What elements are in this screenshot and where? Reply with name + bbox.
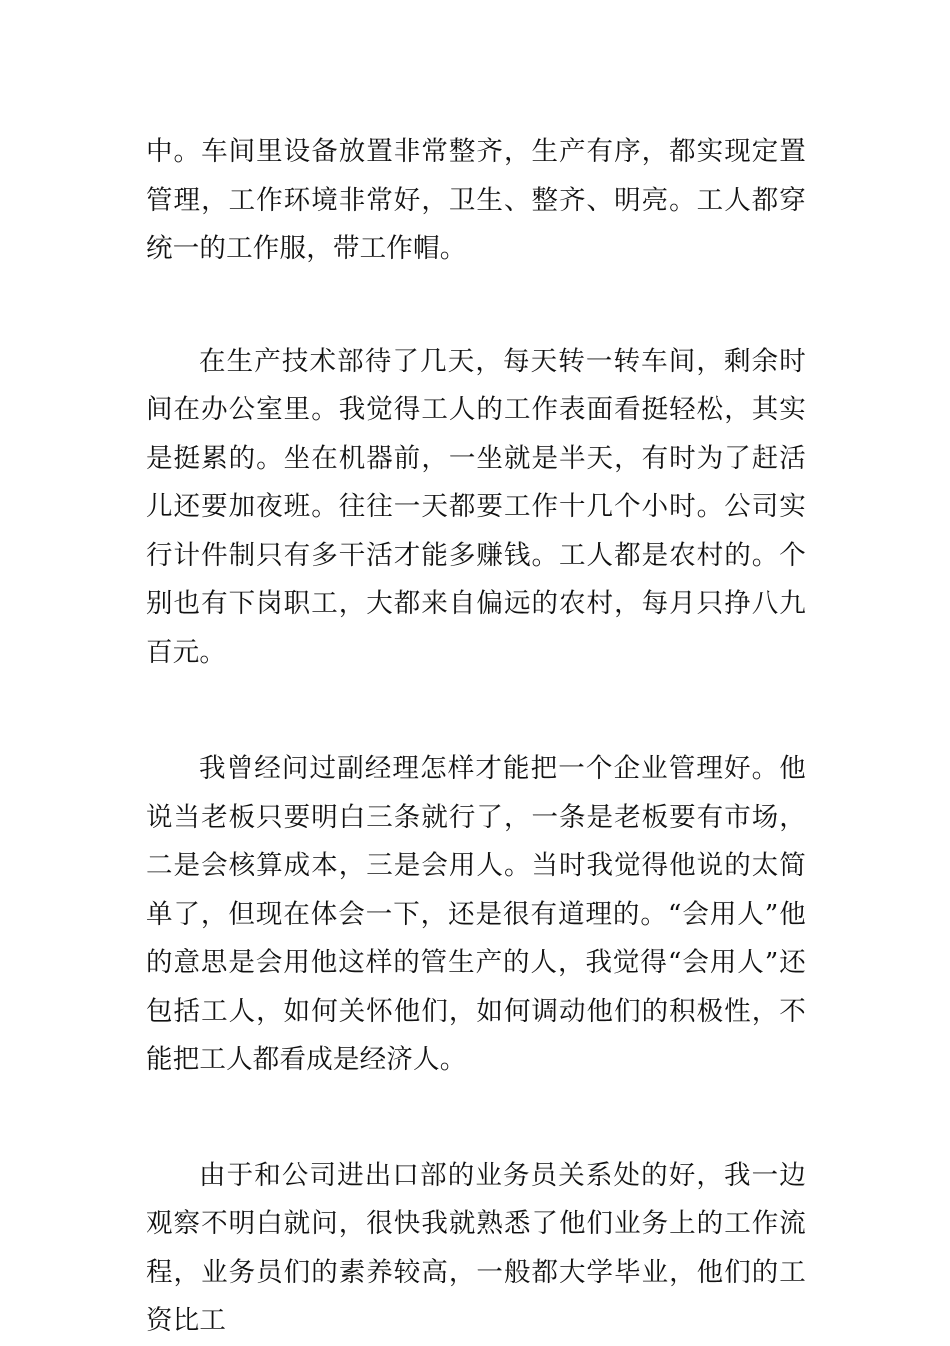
paragraph-2: 在生产技术部待了几天，每天转一转车间，剩余时间在办公室里。我觉得工人的工作表面看挺轻松，其实是挺累的。坐在机器前，一坐就是半天，有时为了赶活儿还要加夜班。往往一天都要工作十几个小时。公司实行计件制只有多干活才能多赚钱。工人都是农村的。个别也有下岗职工，大都来自偏远的农村，每月只挣八九百元。 <box>146 345 806 668</box>
paragraph-4: 由于和公司进出口部的业务员关系处的好，我一边观察不明白就问，很快我就熟悉了他们业务上的工作流程，业务员们的素养较高，一般都大学毕业，他们的工资比工 <box>146 1159 806 1336</box>
paragraph-1: 中。车间里设备放置非常整齐，生产有序，都实现定置管理，工作环境非常好，卫生、整齐、明亮。工人都穿统一的工作服，带工作帽。 <box>146 136 806 264</box>
paragraph-3: 我曾经问过副经理怎样才能把一个企业管理好。他说当老板只要明白三条就行了，一条是老板要有市场，二是会核算成本，三是会用人。当时我觉得他说的太简单了，但现在体会一下，还是很有道理的。“会用人”他的意思是会用他这样的管生产的人，我觉得“会用人”还包括工人，如何关怀他们，如何调动他们的积极性，不能把工人都看成是经济人。 <box>146 753 806 1075</box>
document-page <box>146 128 806 1346</box>
